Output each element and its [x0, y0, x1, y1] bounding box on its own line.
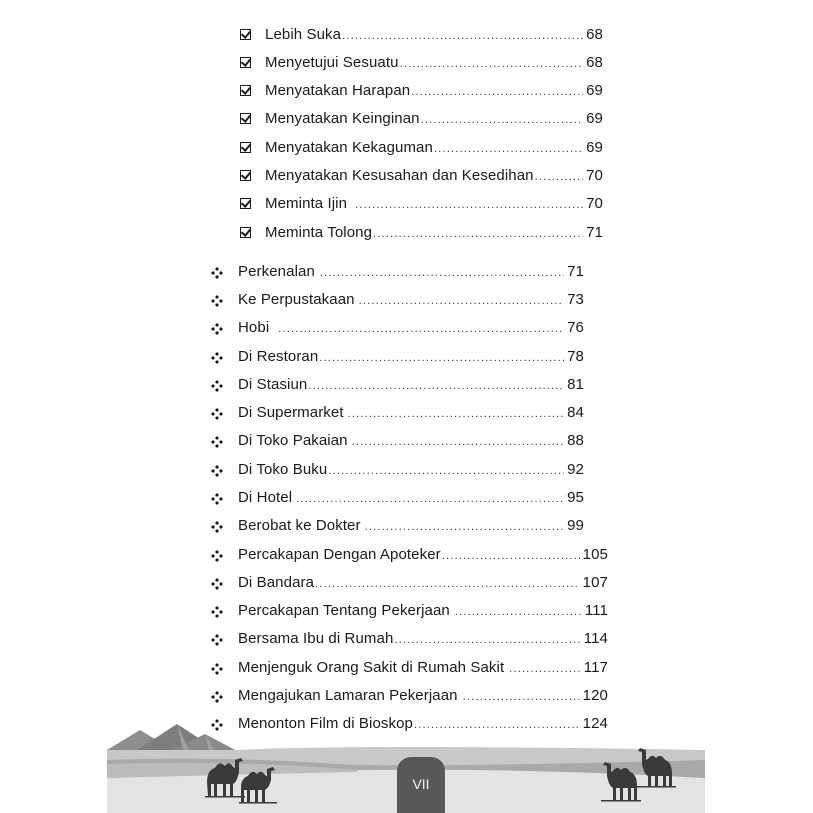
- dot-leader: [509, 658, 581, 680]
- dot-leader: [308, 375, 564, 397]
- toc-item[interactable]: [238, 402, 608, 424]
- toc-item-page: 69: [586, 139, 603, 156]
- checkbox-checked-icon: [240, 57, 251, 68]
- toc-item-title: Menyatakan Keinginan: [265, 110, 420, 127]
- page-number: VII: [412, 776, 430, 792]
- toc-item[interactable]: [238, 628, 608, 650]
- toc-item-page: 124: [582, 715, 608, 732]
- dot-leader: [320, 262, 564, 284]
- toc-item-title: Ke Perpustakaan: [238, 291, 355, 308]
- toc-item-title: Menyatakan Kekaguman: [265, 139, 433, 156]
- dot-leader: [442, 545, 580, 567]
- toc-item-title: Di Bandara: [238, 574, 315, 591]
- toc-sub-item[interactable]: [265, 80, 603, 102]
- toc-item-page: 92: [567, 461, 584, 478]
- checkbox-checked-icon: [240, 29, 251, 40]
- dot-leader: [342, 25, 583, 47]
- toc-item[interactable]: [238, 346, 608, 368]
- toc-sub-item[interactable]: [265, 52, 603, 74]
- toc-item-title: Mengajukan Lamaran Pekerjaan: [238, 687, 458, 704]
- dot-leader: [463, 686, 580, 708]
- four-diamond-bullet-icon: [211, 606, 223, 618]
- dot-leader: [319, 347, 564, 369]
- dot-leader: [352, 431, 564, 453]
- toc-item-page: 69: [586, 110, 603, 127]
- toc-item-title: Percakapan Tentang Pekerjaan: [238, 602, 450, 619]
- toc-item-page: 120: [582, 687, 608, 704]
- toc-item-page: 68: [586, 54, 603, 71]
- four-diamond-bullet-icon: [211, 663, 223, 675]
- dot-leader: [348, 403, 565, 425]
- dot-leader: [365, 516, 565, 538]
- toc-item-title: Di Toko Pakaian: [238, 432, 348, 449]
- dot-leader: [394, 629, 580, 651]
- checkbox-checked-icon: [240, 85, 251, 96]
- toc-item-title: Percakapan Dengan Apoteker: [238, 546, 441, 563]
- toc-item-page: 117: [583, 659, 608, 676]
- checkbox-checked-icon: [240, 142, 251, 153]
- dot-leader: [355, 194, 583, 216]
- dot-leader: [296, 488, 564, 510]
- checkbox-checked-icon: [240, 170, 251, 181]
- toc-item-title: Menyatakan Kesusahan dan Kesedihan: [265, 167, 534, 184]
- toc-item[interactable]: [238, 487, 608, 509]
- four-diamond-bullet-icon: [211, 521, 223, 533]
- toc-item-page: 73: [567, 291, 584, 308]
- toc-sub-item[interactable]: [265, 108, 603, 130]
- toc-item-title: Menjenguk Orang Sakit di Rumah Sakit: [238, 659, 505, 676]
- toc-sub-item[interactable]: [265, 222, 603, 244]
- toc-item-page: 70: [586, 167, 603, 184]
- toc-sub-item[interactable]: [265, 137, 603, 159]
- toc-sub-item[interactable]: [265, 24, 603, 46]
- toc-item[interactable]: [238, 600, 608, 622]
- four-diamond-bullet-icon: [211, 408, 223, 420]
- four-diamond-bullet-icon: [211, 550, 223, 562]
- toc-item[interactable]: [238, 515, 608, 537]
- toc-item[interactable]: [238, 544, 608, 566]
- toc-item-page: 111: [584, 602, 608, 619]
- toc-item-title: Di Hotel: [238, 489, 293, 506]
- four-diamond-bullet-icon: [211, 691, 223, 703]
- four-diamond-bullet-icon: [211, 493, 223, 505]
- dot-leader: [455, 601, 582, 623]
- toc-item[interactable]: [238, 685, 608, 707]
- dot-leader: [328, 460, 564, 482]
- four-diamond-bullet-icon: [211, 267, 223, 279]
- toc-item-page: 81: [567, 376, 584, 393]
- toc-item-title: Meminta Tolong: [265, 224, 373, 241]
- toc-item-page: 99: [567, 517, 584, 534]
- dot-leader: [400, 53, 584, 75]
- toc-item[interactable]: [238, 657, 608, 679]
- toc-item-page: 71: [586, 224, 603, 241]
- toc-item-title: Menyetujui Sesuatu: [265, 54, 399, 71]
- dot-leader: [434, 138, 583, 160]
- checkbox-checked-icon: [240, 113, 251, 124]
- dot-leader: [315, 573, 580, 595]
- four-diamond-bullet-icon: [211, 352, 223, 364]
- dot-leader: [359, 290, 565, 312]
- page-number-tab: [397, 757, 445, 813]
- checkbox-checked-icon: [240, 227, 251, 238]
- toc-item-title: Perkenalan: [238, 263, 315, 280]
- toc-item[interactable]: [238, 572, 608, 594]
- toc-item-title: Hobi: [238, 319, 270, 336]
- toc-item-title: Lebih Suka: [265, 26, 342, 43]
- toc-sub-item[interactable]: [265, 165, 603, 187]
- toc-item-page: 71: [567, 263, 584, 280]
- toc-item-page: 69: [586, 82, 603, 99]
- dot-leader: [411, 81, 583, 103]
- toc-item-page: 84: [567, 404, 584, 421]
- dot-leader: [278, 318, 564, 340]
- toc-item-title: Menonton Film di Bioskop: [238, 715, 413, 732]
- toc-item-page: 88: [567, 432, 584, 449]
- four-diamond-bullet-icon: [211, 380, 223, 392]
- four-diamond-bullet-icon: [211, 323, 223, 335]
- toc-item-title: Di Supermarket: [238, 404, 344, 421]
- toc-item[interactable]: [238, 289, 608, 311]
- toc-item-page: 95: [567, 489, 584, 506]
- four-diamond-bullet-icon: [211, 465, 223, 477]
- toc-item-title: Di Toko Buku: [238, 461, 328, 478]
- toc-item[interactable]: [238, 459, 608, 481]
- checkbox-checked-icon: [240, 198, 251, 209]
- toc-item-page: 114: [583, 630, 608, 647]
- toc-item-title: Menyatakan Harapan: [265, 82, 411, 99]
- four-diamond-bullet-icon: [211, 295, 223, 307]
- toc-item-title: Berobat ke Dokter: [238, 517, 361, 534]
- toc-item[interactable]: [238, 317, 608, 339]
- toc-item[interactable]: [238, 374, 608, 396]
- toc-item-page: 76: [567, 319, 584, 336]
- pyramids-icon: [107, 724, 239, 752]
- toc-item-title: Bersama Ibu di Rumah: [238, 630, 394, 647]
- four-diamond-bullet-icon: [211, 578, 223, 590]
- toc-item[interactable]: [238, 261, 608, 283]
- toc-item-title: Di Restoran: [238, 348, 319, 365]
- dot-leader: [373, 223, 583, 245]
- toc-item[interactable]: [238, 430, 608, 452]
- toc-sub-item[interactable]: [265, 193, 603, 215]
- toc-item-title: Meminta Ijin: [265, 195, 348, 212]
- four-diamond-bullet-icon: [211, 436, 223, 448]
- dot-leader: [421, 109, 584, 131]
- dot-leader: [535, 166, 584, 188]
- toc-item-page: 70: [586, 195, 603, 212]
- four-diamond-bullet-icon: [211, 634, 223, 646]
- toc-item-page: 78: [567, 348, 584, 365]
- toc-item-page: 68: [586, 26, 603, 43]
- toc-item-title: Di Stasiun: [238, 376, 308, 393]
- toc-item-page: 107: [582, 574, 608, 591]
- toc-item-page: 105: [582, 546, 608, 563]
